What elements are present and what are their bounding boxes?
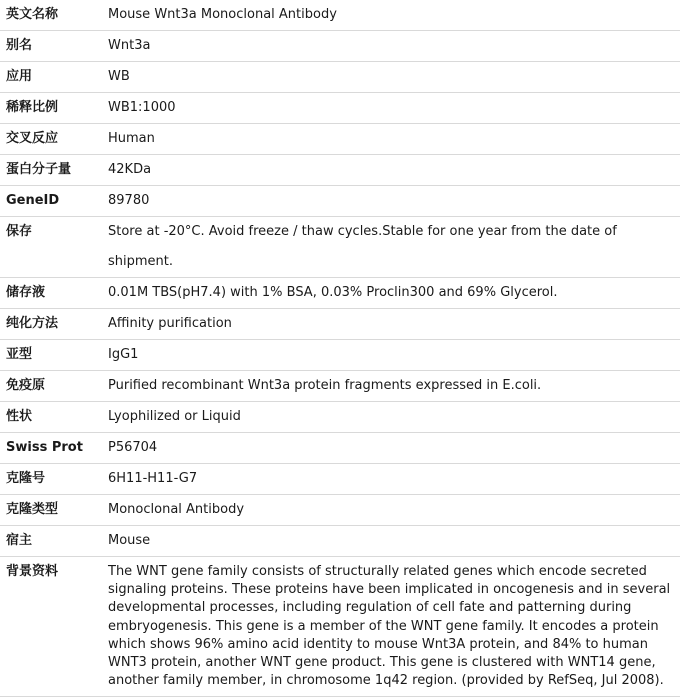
row-label: Swiss Prot	[0, 433, 106, 464]
table-row	[0, 62, 680, 93]
row-label: 储存液	[0, 278, 106, 309]
row-label: 稀释比例	[0, 93, 106, 124]
table-row	[0, 93, 680, 124]
row-value: 6H11-H11-G7	[106, 464, 680, 495]
row-value: Mouse Wnt3a Monoclonal Antibody	[106, 0, 680, 31]
table-row	[0, 495, 680, 526]
table-row	[0, 371, 680, 402]
row-label: 应用	[0, 62, 106, 93]
row-value: Human	[106, 124, 680, 155]
table-row	[0, 217, 680, 278]
table-row	[0, 402, 680, 433]
row-value: P56704	[106, 433, 680, 464]
row-label: 别名	[0, 31, 106, 62]
table-row	[0, 186, 680, 217]
row-label: 背景资料	[0, 557, 106, 697]
table-row	[0, 155, 680, 186]
row-value: 42KDa	[106, 155, 680, 186]
row-value: WB	[106, 62, 680, 93]
table-row	[0, 557, 680, 697]
background-text: The WNT gene family consists of structurally related genes which encode secreted signaling proteins. These proteins have been implicated in oncogenesis and in several developmental processes, including regulation of cell fate and patterning during embryogenesis. This gene is a member of the WNT gene family. It encodes a protein which shows 96% amino acid identity to mouse Wnt3A protein, and 84% to human WNT3 protein, another WNT gene product. This gene is clustered with WNT14 gene, another family member, in chromosome 1q42 region. (provided by RefSeq, Jul 2008).	[106, 557, 680, 697]
table-row	[0, 464, 680, 495]
row-value: Store at -20°C. Avoid freeze / thaw cycles.Stable for one year from the date of shipment.	[106, 217, 680, 278]
row-label: 蛋白分子量	[0, 155, 106, 186]
row-value: Wnt3a	[106, 31, 680, 62]
table-row	[0, 309, 680, 340]
table-row	[0, 124, 680, 155]
row-value: Monoclonal Antibody	[106, 495, 680, 526]
row-value: IgG1	[106, 340, 680, 371]
row-value: Affinity purification	[106, 309, 680, 340]
table-row	[0, 278, 680, 309]
table-row	[0, 526, 680, 557]
row-value: Mouse	[106, 526, 680, 557]
table-row	[0, 31, 680, 62]
row-label: 交叉反应	[0, 124, 106, 155]
table-row	[0, 0, 680, 31]
row-label: 克隆号	[0, 464, 106, 495]
row-value: Lyophilized or Liquid	[106, 402, 680, 433]
row-label: 宿主	[0, 526, 106, 557]
row-label: 亚型	[0, 340, 106, 371]
row-value: 0.01M TBS(pH7.4) with 1% BSA, 0.03% Proclin300 and 69% Glycerol.	[106, 278, 680, 309]
row-label: 免疫原	[0, 371, 106, 402]
row-label: GeneID	[0, 186, 106, 217]
row-value: 89780	[106, 186, 680, 217]
row-label: 英文名称	[0, 0, 106, 31]
row-value: Purified recombinant Wnt3a protein fragments expressed in E.coli.	[106, 371, 680, 402]
row-label: 性状	[0, 402, 106, 433]
table-row	[0, 433, 680, 464]
table-row	[0, 340, 680, 371]
row-label: 克隆类型	[0, 495, 106, 526]
row-value: WB1:1000	[106, 93, 680, 124]
row-label: 保存	[0, 217, 106, 278]
row-label: 纯化方法	[0, 309, 106, 340]
